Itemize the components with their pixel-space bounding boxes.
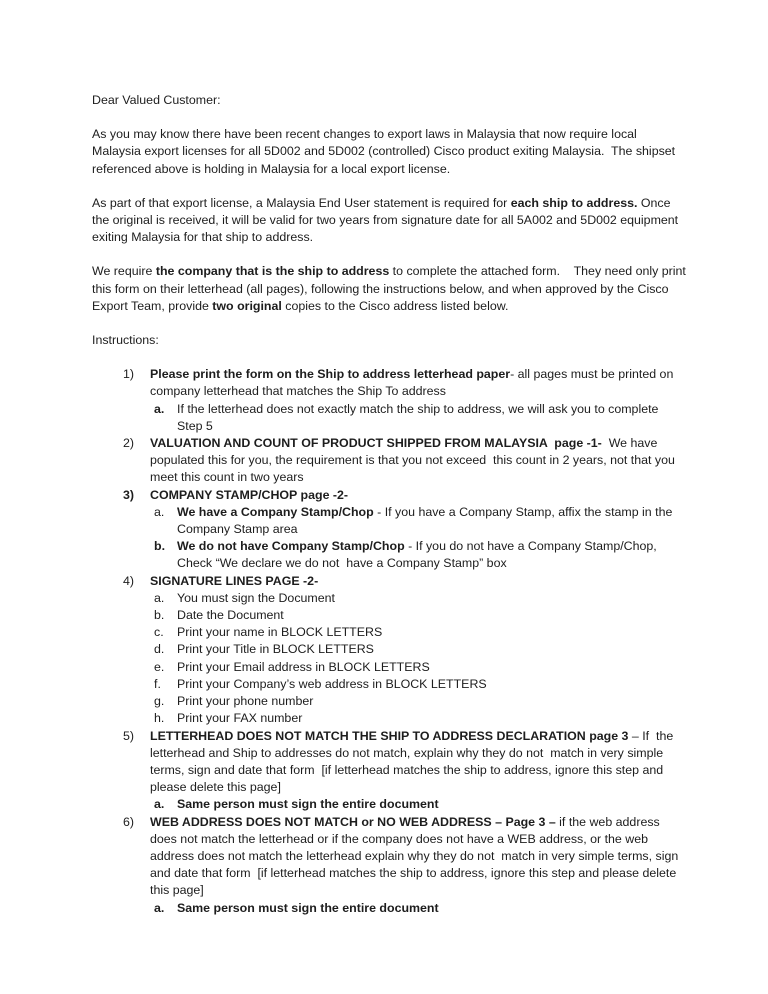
text-run: Same person must sign the entire document	[177, 797, 439, 812]
text-run: We do not have Company Stamp/Chop	[177, 539, 405, 554]
text-run: SIGNATURE LINES PAGE -2-	[150, 573, 319, 588]
text-run: – If the letterhead and Ship to addresses do not match, explain why they do not match in very simple terms, sign and date that form [if letterhead matches the ship to address, ignore this step and please delete this page]	[150, 728, 677, 795]
paragraph	[92, 263, 690, 315]
list-marker: e.	[154, 659, 165, 674]
text-run: As you may know there have been recent changes to export laws in Malaysia that now require local Malaysia export licenses for all 5D002 and 5D002 (controlled) Cisco product exiting Malaysia. The shipset referenced above is holding in Malaysia for a local export license.	[92, 127, 679, 176]
list-item	[123, 728, 686, 797]
sub-list-item	[154, 676, 686, 693]
text-run: Print your name in BLOCK LETTERS	[177, 625, 383, 640]
text-run: Instructions:	[92, 333, 159, 348]
list-marker: f.	[154, 676, 161, 691]
text-run: - If you have a Company Stamp, affix the stamp in the Company Stamp area	[177, 504, 676, 537]
sub-list-item	[154, 693, 686, 710]
list-marker: 4)	[123, 573, 135, 588]
text-run: Date the Document	[177, 608, 284, 623]
sub-list-item	[154, 607, 686, 624]
list-marker: 2)	[123, 436, 135, 451]
list-item-text	[177, 659, 686, 676]
list-marker: a.	[154, 401, 165, 416]
text-run: WEB ADDRESS DOES NOT MATCH or NO WEB ADDRESS – Page 3 –	[150, 814, 556, 829]
sub-list-item	[154, 504, 686, 538]
text-run: Print your FAX number	[177, 711, 303, 726]
paragraph	[92, 195, 686, 247]
text-run: Print your Email address in BLOCK LETTERS	[177, 659, 430, 674]
text-run: We have populated this for you, the requirement is that you not exceed this count in 2 years, not that you meet this count in two years	[150, 436, 679, 485]
text-run: the company that is the ship to address	[155, 264, 390, 279]
sub-list-item	[154, 796, 686, 813]
sub-list-item	[154, 900, 686, 917]
list-item-text	[177, 900, 686, 917]
list-item-text	[177, 401, 686, 435]
text-run: We require	[92, 264, 156, 279]
list-marker: c.	[154, 625, 164, 640]
sub-list-item	[154, 590, 686, 607]
text-run: two original	[212, 298, 282, 313]
list-item-text	[177, 624, 686, 641]
list-marker: a.	[154, 590, 165, 605]
list-marker: g.	[154, 694, 165, 709]
list-marker: 1)	[123, 367, 135, 382]
list-marker: 5)	[123, 728, 135, 743]
list-marker: a.	[154, 504, 165, 519]
list-item-text	[150, 487, 686, 504]
sub-list-item	[154, 538, 686, 572]
text-run: We have a Company Stamp/Chop	[177, 504, 374, 519]
sub-list-item	[154, 401, 686, 435]
sub-list-item	[154, 624, 686, 641]
text-run: LETTERHEAD DOES NOT MATCH THE SHIP TO ADDRESS DECLARATION page 3	[150, 728, 629, 743]
list-item	[123, 366, 686, 400]
list-marker: h.	[154, 711, 165, 726]
list-item-text	[177, 693, 686, 710]
list-item-text	[177, 796, 686, 813]
list-item-text	[177, 607, 686, 624]
list-item	[123, 487, 686, 504]
text-run: Print your Title in BLOCK LETTERS	[177, 642, 374, 657]
list-item-text	[150, 366, 686, 400]
list-item-text	[150, 573, 686, 590]
text-run: VALUATION AND COUNT OF PRODUCT SHIPPED FROM MALAYSIA page -1-	[150, 436, 602, 451]
list-item	[123, 814, 686, 900]
text-run: Once the original is received, it will be valid for two years from signature date for all 5A002 and 5D002 equipment exiting Malaysia for that ship to address.	[92, 195, 682, 245]
text-run: copies to the Cisco address listed below.	[281, 298, 509, 313]
list-item-text	[150, 435, 686, 487]
list-marker: a.	[154, 900, 165, 915]
paragraph	[92, 126, 686, 178]
list-item-text	[177, 504, 686, 538]
letter-content	[92, 92, 690, 917]
list-item-text	[177, 710, 686, 727]
list-marker: d.	[154, 642, 165, 657]
text-run: If the letterhead does not exactly match the ship to address, we will ask you to complete Step 5	[177, 401, 662, 433]
sub-list-item	[154, 710, 686, 727]
text-run: to complete the attached form. They need only print this form on their letterhead (all pages), following the instructions below, and when approved by the Cisco Export Team, provide	[92, 264, 690, 313]
list-item	[123, 573, 686, 590]
list-marker: b.	[154, 539, 166, 554]
list-item-text	[177, 538, 686, 572]
paragraph	[92, 332, 686, 349]
text-run: Print your Company’s web address in BLOCK LETTERS	[177, 676, 487, 691]
list-marker: 6)	[123, 814, 135, 829]
list-item	[123, 435, 686, 487]
text-run: - all pages must be printed on company letterhead that matches the Ship To address	[150, 367, 677, 399]
text-run: - If you do not have a Company Stamp/Chop, Check “We declare we do not have a Company Stamp” box	[177, 539, 661, 571]
list-marker: b.	[154, 608, 165, 623]
paragraph	[92, 92, 686, 109]
list-marker: 3)	[123, 487, 135, 502]
text-run: Print your phone number	[177, 694, 314, 709]
list-item-text	[150, 814, 686, 900]
list-item-text	[150, 728, 686, 797]
text-run: As part of that export license, a Malaysia End User statement is required for	[92, 195, 511, 210]
text-run: Dear Valued Customer:	[92, 93, 221, 107]
sub-list-item	[154, 641, 686, 658]
list-item-text	[177, 676, 686, 693]
text-run: You must sign the Document	[177, 590, 335, 605]
list-marker: a.	[154, 797, 165, 812]
sub-list-item	[154, 659, 686, 676]
text-run: Please print the form on the Ship to address letterhead paper	[150, 367, 511, 382]
text-run: each ship to address.	[510, 195, 638, 210]
text-run: COMPANY STAMP/CHOP page -2-	[150, 487, 349, 502]
list-item-text	[177, 641, 686, 658]
text-run: Same person must sign the entire document	[177, 900, 439, 915]
list-item-text	[177, 590, 686, 607]
text-run: if the web address does not match the letterhead or if the company does not have a WEB address, or the web address does not match the letterhead explain why they do not match in very simple terms, sign and date that form [if letterhead matches the ship to address, ignore this step and please delete this page]	[150, 814, 682, 898]
